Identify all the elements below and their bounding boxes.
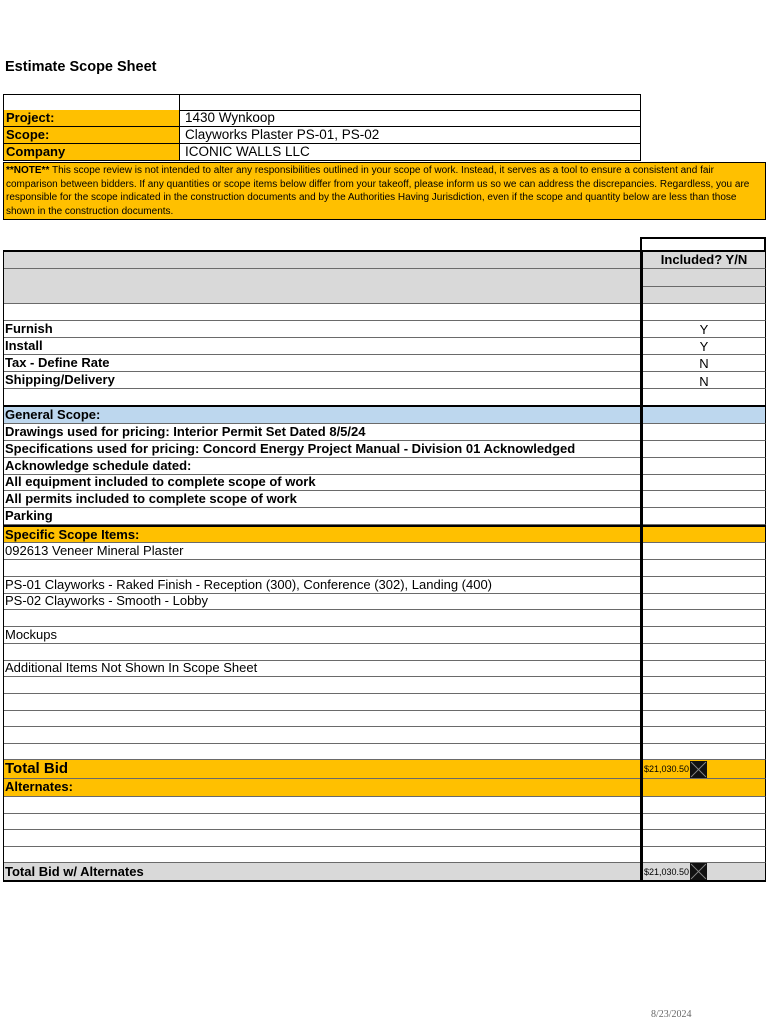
furnish-value[interactable]: Y xyxy=(643,321,766,338)
total-bid-value: $21,030.50 xyxy=(644,764,690,774)
mockups-label: Mockups xyxy=(3,627,640,644)
install-value[interactable]: Y xyxy=(643,338,766,355)
tax-label: Tax - Define Rate xyxy=(3,355,640,372)
total-bid-row xyxy=(3,760,766,779)
blank-row-5 xyxy=(3,644,766,661)
specs-row xyxy=(3,441,766,458)
alternates-heading-row xyxy=(3,779,766,797)
blank-row-7 xyxy=(3,694,766,711)
install-row xyxy=(3,338,766,355)
alt-row-1 xyxy=(3,797,766,814)
scope-value[interactable]: Clayworks Plaster PS-01, PS-02 xyxy=(185,127,380,142)
permits-label: All permits included to complete scope of work xyxy=(3,491,640,508)
alt-row-2 xyxy=(3,814,766,830)
ps02-value[interactable] xyxy=(643,594,766,610)
schedule-row xyxy=(3,458,766,475)
blank-row-4 xyxy=(3,610,766,627)
furnish-row xyxy=(3,321,766,338)
shipping-value[interactable]: N xyxy=(643,372,766,389)
total-alt-value: $21,030.50 xyxy=(644,866,690,877)
ps02-row xyxy=(3,594,766,610)
tax-row xyxy=(3,355,766,372)
veneer-row xyxy=(3,543,766,560)
included-column-top xyxy=(640,237,766,251)
alternates-heading: Alternates: xyxy=(3,779,640,797)
drawings-label: Drawings used for pricing: Interior Permit Set Dated 8/5/24 xyxy=(3,424,640,441)
parking-row xyxy=(3,508,766,525)
blank-row-3 xyxy=(3,560,766,577)
note-prefix: **NOTE** xyxy=(6,165,50,176)
permits-value[interactable] xyxy=(643,491,766,508)
company-label: Company xyxy=(4,144,180,160)
gray-spacer-row xyxy=(3,269,766,287)
general-scope-heading: General Scope: xyxy=(3,407,640,424)
company-row xyxy=(3,144,641,161)
shipping-label: Shipping/Delivery xyxy=(3,372,640,389)
total-alt-label: Total Bid w/ Alternates xyxy=(3,863,640,882)
blank-row-2 xyxy=(3,389,766,407)
drawings-row xyxy=(3,424,766,441)
install-label: Install xyxy=(3,338,640,355)
tax-value[interactable]: N xyxy=(643,355,766,372)
alt-row-4 xyxy=(3,847,766,863)
total-alt-cell[interactable] xyxy=(643,863,766,882)
permits-row xyxy=(3,491,766,508)
additional-value[interactable] xyxy=(643,661,766,677)
page-title: Estimate Scope Sheet xyxy=(5,59,157,75)
schedule-value[interactable] xyxy=(643,458,766,475)
project-row xyxy=(3,110,641,127)
veneer-label: 092613 Veneer Mineral Plaster xyxy=(3,543,640,560)
close-x-icon-2 xyxy=(690,863,707,880)
alt-row-3 xyxy=(3,830,766,847)
furnish-label: Furnish xyxy=(3,321,640,338)
footer-date: 8/23/2024 xyxy=(651,1009,692,1020)
ps01-value[interactable] xyxy=(643,577,766,594)
blank-row-9 xyxy=(3,727,766,744)
specs-value[interactable] xyxy=(643,441,766,458)
ps01-label: PS-01 Clayworks - Raked Finish - Reception (300), Conference (302), Landing (400) xyxy=(3,577,640,594)
specs-label: Specifications used for pricing: Concord Energy Project Manual - Division 01 Acknowledged xyxy=(3,441,640,458)
ps01-row xyxy=(3,577,766,594)
mockups-row xyxy=(3,627,766,644)
total-bid-cell[interactable] xyxy=(643,760,766,779)
close-x-icon xyxy=(690,761,707,778)
schedule-label: Acknowledge schedule dated: xyxy=(3,458,640,475)
scope-label: Scope: xyxy=(4,127,180,143)
blank-row xyxy=(3,304,766,321)
veneer-value[interactable] xyxy=(643,543,766,560)
blank-row-8 xyxy=(3,711,766,727)
included-header: Included? Y/N xyxy=(643,250,766,269)
note-text: This scope review is not intended to alter any responsibilities outlined in your scope of work. Instead, it serves as a tool to ensure a consistent and fair comparison between bidders. If any quantities or scope items below differ from your takeoff, please inform us so we can address the discrepancies. Regardless, you are responsible for the scope indicated in the construction documents and by the Authorities Having Jurisdiction, even if the scope and quantity below are less than those shown in the construction documents. xyxy=(6,165,750,217)
blank-row-10 xyxy=(3,744,766,760)
blank-row-6 xyxy=(3,677,766,694)
project-value[interactable]: 1430 Wynkoop xyxy=(185,110,275,125)
additional-label: Additional Items Not Shown In Scope Sheet xyxy=(3,661,640,677)
ps02-label: PS-02 Clayworks - Smooth - Lobby xyxy=(3,594,640,610)
grid-left-border xyxy=(3,250,4,882)
specific-scope-heading: Specific Scope Items: xyxy=(3,525,640,543)
additional-row xyxy=(3,661,766,677)
specific-scope-heading-row xyxy=(3,525,766,543)
shipping-row xyxy=(3,372,766,389)
total-bid-label: Total Bid xyxy=(3,760,640,779)
company-value[interactable]: ICONIC WALLS LLC xyxy=(185,144,310,159)
parking-value[interactable] xyxy=(643,508,766,525)
gray-spacer-row-2 xyxy=(3,287,766,304)
general-scope-heading-row xyxy=(3,407,766,424)
scope-row xyxy=(3,127,641,144)
equipment-value[interactable] xyxy=(643,475,766,491)
parking-label: Parking xyxy=(3,508,640,525)
scope-note xyxy=(3,162,766,220)
equipment-row xyxy=(3,475,766,491)
mockups-value[interactable] xyxy=(643,627,766,644)
project-label: Project: xyxy=(4,110,180,126)
drawings-value[interactable] xyxy=(643,424,766,441)
total-alt-row xyxy=(3,863,766,882)
column-header-row xyxy=(3,250,766,269)
header-blank-row xyxy=(3,94,641,111)
equipment-label: All equipment included to complete scope of work xyxy=(3,475,640,491)
